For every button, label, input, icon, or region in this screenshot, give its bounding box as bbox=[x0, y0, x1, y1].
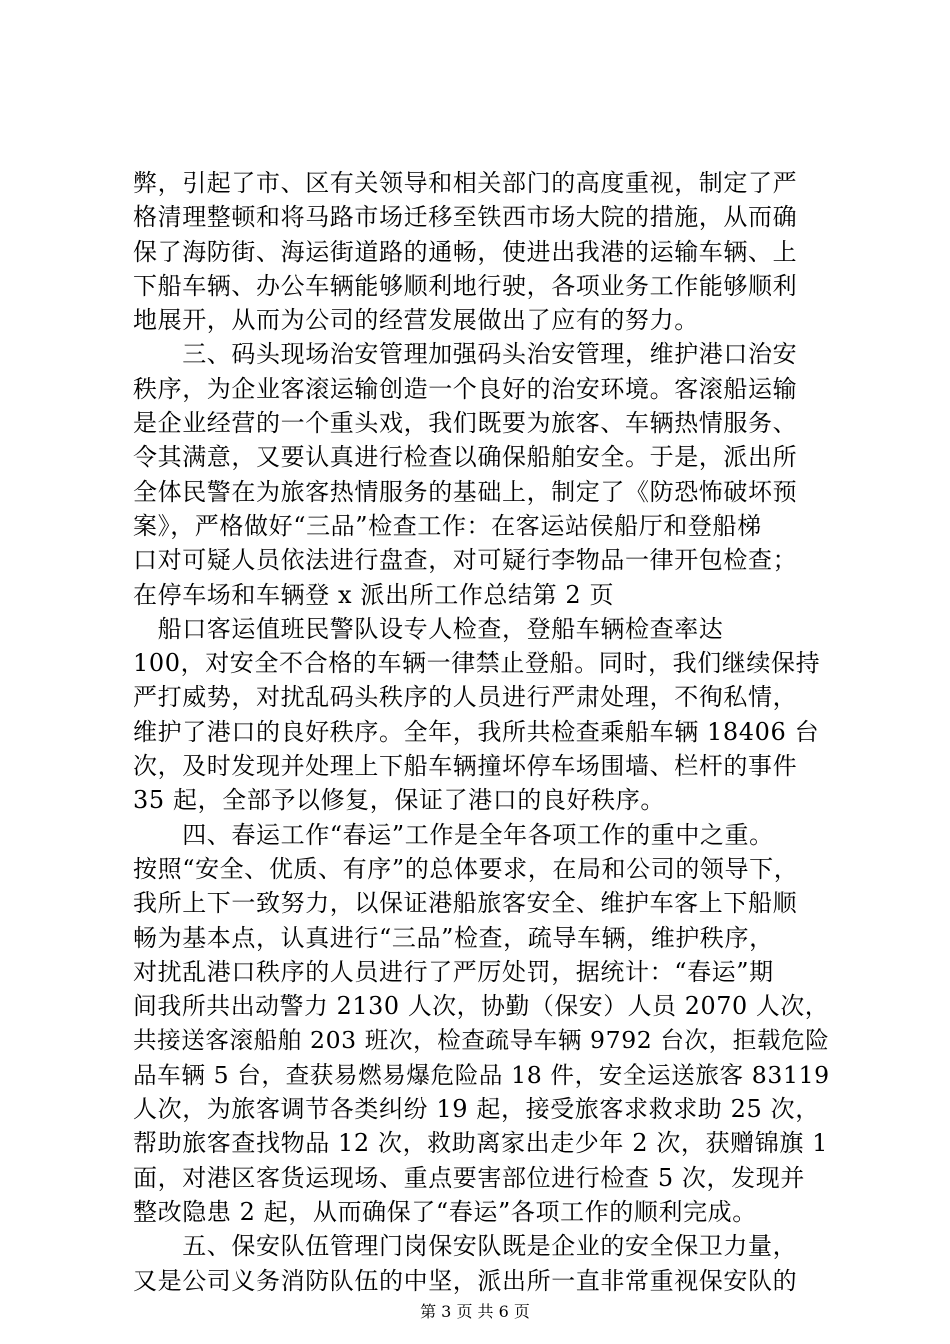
text-line: 严打威势，对扰乱码头秩序的人员进行严肃处理，不徇私情， bbox=[133, 683, 798, 712]
text-line: 共接送客滚船舶 203 班次，检查疏导车辆 9792 台次，拒载危险 bbox=[133, 1026, 830, 1055]
text-line: 是企业经营的一个重头戏，我们既要为旅客、车辆热情服务、 bbox=[133, 409, 798, 438]
text-line: 帮助旅客查找物品 12 次，救助离家出走少年 2 次，获赠锦旗 1 bbox=[133, 1129, 829, 1158]
text-line: 四、春运工作“春运”工作是全年各项工作的重中之重。 bbox=[133, 820, 774, 849]
text-line: 人次，为旅客调节各类纠纷 19 起，接受旅客求救求助 25 次， bbox=[133, 1095, 820, 1124]
text-line: 100，对安全不合格的车辆一律禁止登船。同时，我们继续保持 bbox=[133, 649, 821, 678]
text-line: 间我所共出动警力 2130 人次，协勤（保安）人员 2070 人次， bbox=[133, 992, 830, 1021]
text-line: 整改隐患 2 起，从而确保了“春运”各项工作的顺利完成。 bbox=[133, 1197, 757, 1226]
text-line: 品车辆 5 台，查获易燃易爆危险品 18 件，安全运送旅客 83119 bbox=[133, 1060, 830, 1089]
text-line: 面，对港区客货运现场、重点要害部位进行检查 5 次，发现并 bbox=[133, 1163, 805, 1192]
text-line: 按照“安全、优质、有序”的总体要求，在局和公司的领导下， bbox=[133, 854, 799, 883]
text-line: 秩序，为企业客滚运输创造一个良好的治安环境。客滚船运输 bbox=[133, 374, 798, 403]
text-line: 畅为基本点，认真进行“三品”检查，疏导车辆，维护秩序， bbox=[133, 923, 774, 952]
text-line: 下船车辆、办公车辆能够顺利地行驶，各项业务工作能够顺利 bbox=[133, 271, 798, 300]
text-line: 次，及时发现并处理上下船车辆撞坏停车场围墙、栏杆的事件 bbox=[133, 752, 798, 781]
text-line: 在停车场和车辆登 x 派出所工作总结第 2 页 bbox=[133, 580, 615, 609]
text-line: 对扰乱港口秩序的人员进行了严厉处罚，据统计：“春运”期 bbox=[133, 957, 774, 986]
page-footer: 第 3 页 共 6 页 bbox=[420, 1302, 530, 1321]
text-line: 格清理整顿和将马路市场迁移至铁西市场大院的措施，从而确 bbox=[133, 203, 798, 232]
text-line: 令其满意，又要认真进行检查以确保船舶安全。于是，派出所 bbox=[133, 443, 798, 472]
text-line: 又是公司义务消防队伍的中坚，派出所一直非常重视保安队的 bbox=[133, 1266, 798, 1295]
text-line: 35 起，全部予以修复，保证了港口的良好秩序。 bbox=[133, 786, 665, 815]
text-line: 地展开，从而为公司的经营发展做出了应有的努力。 bbox=[133, 306, 699, 335]
text-line: 三、码头现场治安管理加强码头治安管理，维护港口治安 bbox=[133, 340, 798, 369]
text-line: 维护了港口的良好秩序。全年，我所共检查乘船车辆 18406 台 bbox=[133, 717, 820, 746]
document-body bbox=[133, 166, 833, 1298]
text-line: 我所上下一致努力，以保证港船旅客安全、维护车客上下船顺 bbox=[133, 889, 798, 918]
text-line: 五、保安队伍管理门岗保安队既是企业的安全保卫力量， bbox=[133, 1232, 798, 1261]
text-line: 保了海防街、海运街道路的通畅，使进出我港的运输车辆、上 bbox=[133, 237, 798, 266]
text-line: 弊，引起了市、区有关领导和相关部门的高度重视，制定了严 bbox=[133, 169, 798, 197]
text-line: 案》，严格做好“三品”检查工作：在客运站侯船厅和登船梯 bbox=[133, 511, 762, 540]
text-line: 全体民警在为旅客热情服务的基础上，制定了《防恐怖破坏预 bbox=[133, 477, 798, 506]
text-line: 口对可疑人员依法进行盘查，对可疑行李物品一律开包检查； bbox=[133, 546, 798, 575]
text-line: 船口客运值班民警队设专人检查，登船车辆检查率达 bbox=[133, 614, 724, 643]
